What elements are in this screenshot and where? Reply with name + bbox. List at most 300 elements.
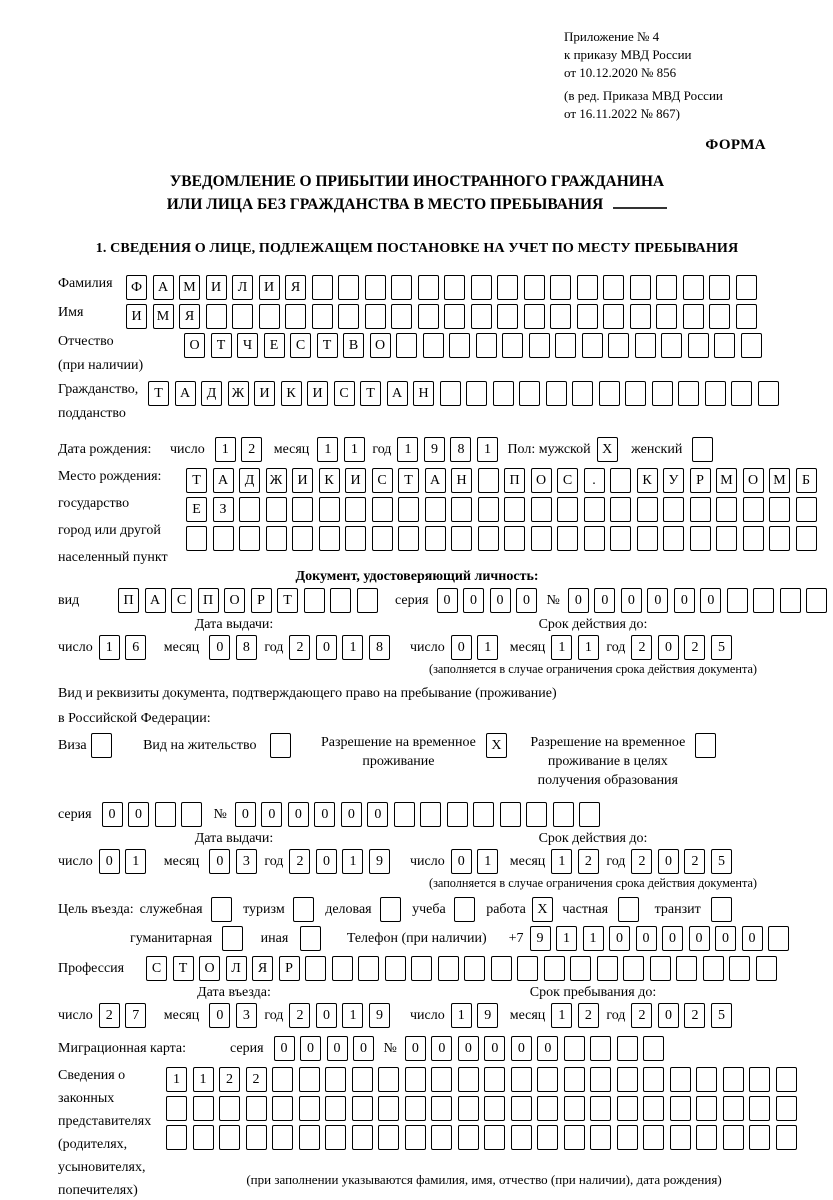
char-cell[interactable] <box>285 304 306 329</box>
char-cell[interactable] <box>186 526 207 551</box>
char-cell-filled[interactable]: 1 <box>342 849 363 874</box>
char-cell[interactable] <box>776 1125 797 1150</box>
char-cell-filled[interactable]: 9 <box>477 1003 498 1028</box>
char-cell[interactable] <box>431 1125 452 1150</box>
char-cell[interactable] <box>692 437 713 462</box>
char-cell[interactable] <box>537 1067 558 1092</box>
char-cell[interactable] <box>709 304 730 329</box>
char-cell-filled[interactable]: Т <box>317 333 338 358</box>
char-cell-filled[interactable]: З <box>213 497 234 522</box>
char-cell-filled[interactable]: 1 <box>583 926 604 951</box>
char-cell[interactable] <box>491 956 512 981</box>
char-cell[interactable] <box>332 956 353 981</box>
char-cell[interactable] <box>806 588 827 613</box>
char-cell-filled[interactable]: Б <box>796 468 817 493</box>
char-cell-filled[interactable]: 2 <box>684 635 705 660</box>
char-cell[interactable] <box>656 275 677 300</box>
char-cell[interactable] <box>608 333 629 358</box>
char-cell[interactable] <box>564 1125 585 1150</box>
char-cell-filled[interactable]: 2 <box>289 849 310 874</box>
char-cell[interactable] <box>663 526 684 551</box>
char-cell[interactable] <box>418 304 439 329</box>
char-cell[interactable] <box>378 1067 399 1092</box>
char-cell-filled[interactable]: С <box>290 333 311 358</box>
char-cell-filled[interactable]: 0 <box>568 588 589 613</box>
char-cell[interactable] <box>478 526 499 551</box>
char-cell[interactable] <box>637 526 658 551</box>
char-cell[interactable] <box>546 381 567 406</box>
char-cell[interactable] <box>643 1096 664 1121</box>
char-cell-filled[interactable]: 1 <box>477 635 498 660</box>
char-cell[interactable] <box>458 1067 479 1092</box>
char-cell-filled[interactable]: 5 <box>711 635 732 660</box>
char-cell-filled[interactable]: О <box>531 468 552 493</box>
char-cell[interactable] <box>372 497 393 522</box>
char-cell-filled[interactable]: Т <box>186 468 207 493</box>
char-cell[interactable] <box>325 1067 346 1092</box>
char-cell-filled[interactable]: 1 <box>193 1067 214 1092</box>
char-cell-filled[interactable]: И <box>292 468 313 493</box>
char-cell[interactable] <box>590 1036 611 1061</box>
char-cell-filled[interactable]: 0 <box>288 802 309 827</box>
char-cell-filled[interactable]: 0 <box>700 588 721 613</box>
char-cell-filled[interactable]: X <box>532 897 553 922</box>
char-cell[interactable] <box>749 1125 770 1150</box>
char-cell-filled[interactable]: 6 <box>125 635 146 660</box>
char-cell-filled[interactable]: 0 <box>594 588 615 613</box>
char-cell-filled[interactable]: И <box>206 275 227 300</box>
char-cell[interactable] <box>365 275 386 300</box>
char-cell[interactable] <box>590 1067 611 1092</box>
char-cell-filled[interactable]: 3 <box>236 849 257 874</box>
char-cell[interactable] <box>731 381 752 406</box>
char-cell[interactable] <box>394 802 415 827</box>
char-cell-filled[interactable]: 2 <box>631 1003 652 1028</box>
char-cell[interactable] <box>418 275 439 300</box>
char-cell-filled[interactable]: 0 <box>647 588 668 613</box>
char-cell[interactable] <box>411 956 432 981</box>
char-cell[interactable] <box>211 897 232 922</box>
char-cell-filled[interactable]: Р <box>251 588 272 613</box>
char-cell-filled[interactable]: О <box>743 468 764 493</box>
char-cell[interactable] <box>695 733 716 758</box>
char-cell[interactable] <box>617 1125 638 1150</box>
char-cell[interactable] <box>213 526 234 551</box>
char-cell[interactable] <box>304 588 325 613</box>
char-cell[interactable] <box>714 333 735 358</box>
char-cell-filled[interactable]: О <box>370 333 391 358</box>
char-cell-filled[interactable]: 0 <box>128 802 149 827</box>
char-cell-filled[interactable]: 0 <box>451 635 472 660</box>
char-cell[interactable] <box>577 275 598 300</box>
char-cell[interactable] <box>299 1096 320 1121</box>
char-cell[interactable] <box>727 588 748 613</box>
char-cell[interactable] <box>458 1125 479 1150</box>
char-cell[interactable] <box>219 1096 240 1121</box>
char-cell-filled[interactable]: 0 <box>516 588 537 613</box>
char-cell[interactable] <box>670 1067 691 1092</box>
char-cell[interactable] <box>270 733 291 758</box>
char-cell[interactable] <box>603 275 624 300</box>
char-cell-filled[interactable]: 0 <box>274 1036 295 1061</box>
char-cell-filled[interactable]: 0 <box>341 802 362 827</box>
char-cell[interactable] <box>497 304 518 329</box>
char-cell[interactable] <box>582 333 603 358</box>
char-cell-filled[interactable]: 2 <box>99 1003 120 1028</box>
char-cell-filled[interactable]: К <box>637 468 658 493</box>
char-cell-filled[interactable]: 2 <box>241 437 262 462</box>
char-cell[interactable] <box>776 1096 797 1121</box>
char-cell[interactable] <box>259 304 280 329</box>
char-cell-filled[interactable]: Д <box>239 468 260 493</box>
char-cell[interactable] <box>272 1096 293 1121</box>
char-cell[interactable] <box>299 1125 320 1150</box>
char-cell-filled[interactable]: А <box>145 588 166 613</box>
char-cell[interactable] <box>405 1096 426 1121</box>
char-cell[interactable] <box>449 333 470 358</box>
char-cell-filled[interactable]: К <box>281 381 302 406</box>
char-cell[interactable] <box>736 275 757 300</box>
char-cell[interactable] <box>464 956 485 981</box>
char-cell-filled[interactable]: 1 <box>317 437 338 462</box>
char-cell-filled[interactable]: 0 <box>674 588 695 613</box>
char-cell[interactable] <box>484 1096 505 1121</box>
char-cell-filled[interactable]: 9 <box>530 926 551 951</box>
char-cell[interactable] <box>444 275 465 300</box>
char-cell[interactable] <box>338 275 359 300</box>
char-cell[interactable] <box>181 802 202 827</box>
char-cell-filled[interactable]: Л <box>232 275 253 300</box>
char-cell[interactable] <box>557 497 578 522</box>
char-cell[interactable] <box>670 1125 691 1150</box>
char-cell[interactable] <box>193 1125 214 1150</box>
char-cell-filled[interactable]: 7 <box>125 1003 146 1028</box>
char-cell[interactable] <box>652 381 673 406</box>
char-cell[interactable] <box>272 1067 293 1092</box>
char-cell[interactable] <box>431 1067 452 1092</box>
char-cell[interactable] <box>500 802 521 827</box>
char-cell-filled[interactable]: X <box>486 733 507 758</box>
char-cell[interactable] <box>398 526 419 551</box>
char-cell-filled[interactable]: 9 <box>369 849 390 874</box>
char-cell-filled[interactable]: 0 <box>715 926 736 951</box>
char-cell[interactable] <box>650 956 671 981</box>
char-cell[interactable] <box>749 1096 770 1121</box>
char-cell[interactable] <box>206 304 227 329</box>
char-cell[interactable] <box>451 497 472 522</box>
char-cell-filled[interactable]: 0 <box>658 849 679 874</box>
char-cell[interactable] <box>330 588 351 613</box>
char-cell[interactable] <box>300 926 321 951</box>
char-cell[interactable] <box>246 1096 267 1121</box>
char-cell[interactable] <box>630 275 651 300</box>
char-cell-filled[interactable]: 0 <box>437 588 458 613</box>
char-cell[interactable] <box>358 956 379 981</box>
char-cell-filled[interactable]: 1 <box>342 635 363 660</box>
char-cell[interactable] <box>511 1067 532 1092</box>
char-cell-filled[interactable]: 9 <box>424 437 445 462</box>
char-cell-filled[interactable]: 1 <box>99 635 120 660</box>
char-cell-filled[interactable]: М <box>153 304 174 329</box>
char-cell[interactable] <box>670 1096 691 1121</box>
char-cell-filled[interactable]: С <box>146 956 167 981</box>
char-cell-filled[interactable]: 1 <box>551 1003 572 1028</box>
char-cell-filled[interactable]: 0 <box>405 1036 426 1061</box>
char-cell[interactable] <box>325 1125 346 1150</box>
char-cell[interactable] <box>385 956 406 981</box>
char-cell[interactable] <box>637 497 658 522</box>
char-cell[interactable] <box>696 1096 717 1121</box>
char-cell-filled[interactable]: . <box>584 468 605 493</box>
char-cell-filled[interactable]: 0 <box>537 1036 558 1061</box>
char-cell-filled[interactable]: 0 <box>511 1036 532 1061</box>
char-cell-filled[interactable]: И <box>254 381 275 406</box>
char-cell[interactable] <box>391 275 412 300</box>
char-cell[interactable] <box>504 497 525 522</box>
char-cell-filled[interactable]: 0 <box>431 1036 452 1061</box>
char-cell-filled[interactable]: О <box>184 333 205 358</box>
char-cell-filled[interactable]: 9 <box>369 1003 390 1028</box>
char-cell[interactable] <box>618 897 639 922</box>
char-cell-filled[interactable]: 0 <box>261 802 282 827</box>
char-cell[interactable] <box>531 497 552 522</box>
char-cell[interactable] <box>440 381 461 406</box>
char-cell-filled[interactable]: 2 <box>219 1067 240 1092</box>
char-cell[interactable] <box>405 1125 426 1150</box>
char-cell-filled[interactable]: 1 <box>344 437 365 462</box>
char-cell[interactable] <box>497 275 518 300</box>
char-cell[interactable] <box>529 333 550 358</box>
char-cell[interactable] <box>239 497 260 522</box>
char-cell[interactable] <box>550 275 571 300</box>
char-cell-filled[interactable]: 0 <box>99 849 120 874</box>
char-cell[interactable] <box>338 304 359 329</box>
char-cell-filled[interactable]: П <box>198 588 219 613</box>
char-cell-filled[interactable]: 0 <box>353 1036 374 1061</box>
char-cell-filled[interactable]: 1 <box>125 849 146 874</box>
char-cell-filled[interactable]: 1 <box>551 635 572 660</box>
char-cell[interactable] <box>579 802 600 827</box>
char-cell-filled[interactable]: С <box>557 468 578 493</box>
char-cell[interactable] <box>502 333 523 358</box>
char-cell-filled[interactable]: 2 <box>289 1003 310 1028</box>
char-cell-filled[interactable]: 2 <box>289 635 310 660</box>
char-cell[interactable] <box>454 897 475 922</box>
char-cell-filled[interactable]: 1 <box>477 437 498 462</box>
char-cell[interactable] <box>577 304 598 329</box>
char-cell-filled[interactable]: 1 <box>342 1003 363 1028</box>
char-cell[interactable] <box>696 1067 717 1092</box>
char-cell-filled[interactable]: 0 <box>327 1036 348 1061</box>
char-cell-filled[interactable]: 0 <box>102 802 123 827</box>
char-cell-filled[interactable]: 3 <box>236 1003 257 1028</box>
char-cell-filled[interactable]: 0 <box>314 802 335 827</box>
char-cell[interactable] <box>511 1096 532 1121</box>
char-cell[interactable] <box>219 1125 240 1150</box>
char-cell[interactable] <box>193 1096 214 1121</box>
char-cell-filled[interactable]: П <box>504 468 525 493</box>
char-cell[interactable] <box>524 304 545 329</box>
char-cell[interactable] <box>222 926 243 951</box>
char-cell[interactable] <box>378 1096 399 1121</box>
char-cell-filled[interactable]: 0 <box>235 802 256 827</box>
char-cell[interactable] <box>471 275 492 300</box>
char-cell-filled[interactable]: А <box>425 468 446 493</box>
char-cell[interactable] <box>293 897 314 922</box>
char-cell[interactable] <box>544 956 565 981</box>
char-cell[interactable] <box>769 497 790 522</box>
char-cell-filled[interactable]: А <box>153 275 174 300</box>
char-cell-filled[interactable]: Я <box>179 304 200 329</box>
char-cell[interactable] <box>590 1125 611 1150</box>
char-cell[interactable] <box>166 1125 187 1150</box>
char-cell[interactable] <box>623 956 644 981</box>
char-cell-filled[interactable]: 0 <box>658 635 679 660</box>
char-cell[interactable] <box>537 1096 558 1121</box>
char-cell-filled[interactable]: И <box>259 275 280 300</box>
char-cell[interactable] <box>444 304 465 329</box>
char-cell[interactable] <box>564 1067 585 1092</box>
char-cell-filled[interactable]: 0 <box>658 1003 679 1028</box>
char-cell-filled[interactable]: Л <box>226 956 247 981</box>
char-cell-filled[interactable]: С <box>372 468 393 493</box>
char-cell[interactable] <box>325 1096 346 1121</box>
char-cell[interactable] <box>239 526 260 551</box>
char-cell[interactable] <box>345 526 366 551</box>
char-cell-filled[interactable]: А <box>175 381 196 406</box>
char-cell[interactable] <box>780 588 801 613</box>
char-cell-filled[interactable]: 2 <box>684 1003 705 1028</box>
char-cell[interactable] <box>372 526 393 551</box>
char-cell-filled[interactable]: П <box>118 588 139 613</box>
char-cell-filled[interactable]: 0 <box>209 635 230 660</box>
char-cell-filled[interactable]: 0 <box>316 849 337 874</box>
char-cell[interactable] <box>625 381 646 406</box>
char-cell[interactable] <box>451 526 472 551</box>
char-cell[interactable] <box>643 1067 664 1092</box>
char-cell-filled[interactable]: 1 <box>556 926 577 951</box>
char-cell-filled[interactable]: 1 <box>166 1067 187 1092</box>
char-cell-filled[interactable]: 0 <box>662 926 683 951</box>
char-cell[interactable] <box>391 304 412 329</box>
char-cell[interactable] <box>447 802 468 827</box>
char-cell-filled[interactable]: Т <box>173 956 194 981</box>
char-cell-filled[interactable]: 2 <box>684 849 705 874</box>
char-cell[interactable] <box>473 802 494 827</box>
char-cell[interactable] <box>312 275 333 300</box>
char-cell-filled[interactable]: 2 <box>631 635 652 660</box>
char-cell-filled[interactable]: 1 <box>477 849 498 874</box>
char-cell-filled[interactable]: Е <box>186 497 207 522</box>
char-cell[interactable] <box>524 275 545 300</box>
char-cell-filled[interactable]: 1 <box>578 635 599 660</box>
char-cell-filled[interactable]: Е <box>264 333 285 358</box>
char-cell[interactable] <box>378 1125 399 1150</box>
char-cell-filled[interactable]: А <box>213 468 234 493</box>
char-cell[interactable] <box>476 333 497 358</box>
char-cell[interactable] <box>599 381 620 406</box>
char-cell-filled[interactable]: 0 <box>300 1036 321 1061</box>
char-cell[interactable] <box>683 275 704 300</box>
char-cell[interactable] <box>716 497 737 522</box>
char-cell-filled[interactable]: 0 <box>463 588 484 613</box>
char-cell[interactable] <box>553 802 574 827</box>
char-cell-filled[interactable]: С <box>171 588 192 613</box>
char-cell[interactable] <box>357 588 378 613</box>
char-cell-filled[interactable]: 0 <box>742 926 763 951</box>
char-cell-filled[interactable]: 2 <box>578 1003 599 1028</box>
char-cell[interactable] <box>643 1036 664 1061</box>
char-cell-filled[interactable]: И <box>307 381 328 406</box>
char-cell-filled[interactable]: 0 <box>316 635 337 660</box>
char-cell[interactable] <box>703 956 724 981</box>
char-cell[interactable] <box>643 1125 664 1150</box>
char-cell[interactable] <box>352 1067 373 1092</box>
char-cell[interactable] <box>537 1125 558 1150</box>
char-cell[interactable] <box>617 1096 638 1121</box>
char-cell-filled[interactable]: Р <box>279 956 300 981</box>
char-cell-filled[interactable]: Т <box>360 381 381 406</box>
char-cell[interactable] <box>743 497 764 522</box>
char-cell[interactable] <box>425 497 446 522</box>
char-cell[interactable] <box>768 926 789 951</box>
char-cell-filled[interactable]: 0 <box>209 849 230 874</box>
char-cell[interactable] <box>690 497 711 522</box>
char-cell[interactable] <box>299 1067 320 1092</box>
char-cell-filled[interactable]: М <box>769 468 790 493</box>
char-cell-filled[interactable]: Н <box>413 381 434 406</box>
char-cell[interactable] <box>292 497 313 522</box>
char-cell[interactable] <box>319 497 340 522</box>
char-cell[interactable] <box>617 1067 638 1092</box>
char-cell[interactable] <box>305 956 326 981</box>
char-cell-filled[interactable]: 2 <box>246 1067 267 1092</box>
char-cell[interactable] <box>232 304 253 329</box>
char-cell[interactable] <box>723 1125 744 1150</box>
char-cell-filled[interactable]: С <box>334 381 355 406</box>
char-cell[interactable] <box>478 468 499 493</box>
char-cell-filled[interactable]: 1 <box>451 1003 472 1028</box>
char-cell[interactable] <box>423 333 444 358</box>
char-cell-filled[interactable]: 1 <box>215 437 236 462</box>
char-cell[interactable] <box>511 1125 532 1150</box>
char-cell-filled[interactable]: Н <box>451 468 472 493</box>
char-cell[interactable] <box>610 497 631 522</box>
char-cell[interactable] <box>272 1125 293 1150</box>
char-cell[interactable] <box>466 381 487 406</box>
char-cell-filled[interactable]: Т <box>211 333 232 358</box>
char-cell[interactable] <box>471 304 492 329</box>
char-cell[interactable] <box>526 802 547 827</box>
char-cell[interactable] <box>610 468 631 493</box>
char-cell-filled[interactable]: Т <box>277 588 298 613</box>
char-cell-filled[interactable]: 2 <box>578 849 599 874</box>
char-cell-filled[interactable]: 0 <box>209 1003 230 1028</box>
char-cell[interactable] <box>749 1067 770 1092</box>
char-cell[interactable] <box>396 333 417 358</box>
char-cell[interactable] <box>504 526 525 551</box>
char-cell[interactable] <box>352 1096 373 1121</box>
char-cell[interactable] <box>570 956 591 981</box>
char-cell[interactable] <box>564 1036 585 1061</box>
char-cell-filled[interactable]: 0 <box>316 1003 337 1028</box>
char-cell[interactable] <box>484 1125 505 1150</box>
char-cell[interactable] <box>584 526 605 551</box>
char-cell-filled[interactable]: Р <box>690 468 711 493</box>
char-cell-filled[interactable]: Т <box>148 381 169 406</box>
char-cell[interactable] <box>709 275 730 300</box>
char-cell[interactable] <box>776 1067 797 1092</box>
